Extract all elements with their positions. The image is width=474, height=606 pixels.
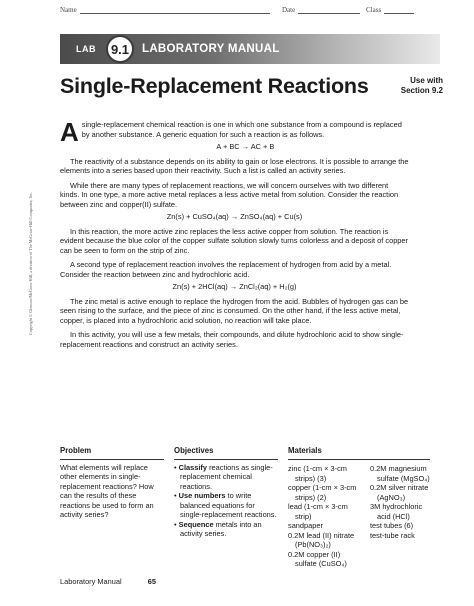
student-info-line: [60, 6, 414, 20]
material-item: sandpaper: [288, 521, 323, 530]
problem-column: [60, 446, 164, 520]
date-label: Date: [282, 6, 296, 14]
material-item: test-tube rack: [370, 530, 415, 540]
lab-manual-label: LABORATORY MANUAL: [142, 43, 280, 55]
materials-column: [288, 446, 430, 568]
problem-divider: [60, 459, 164, 460]
paragraph-second-type: A second type of replacement reaction involves the replacement of hydrogen from acid by a metal. Consider the reaction between zinc and hydrochloric acid.: [60, 260, 392, 279]
material-item: 0.2M silver nitrate (AgNO₃): [370, 483, 429, 502]
objectives-heading: Objectives: [174, 446, 214, 455]
paragraph-zinc-copper: In this reaction, the more active zinc replaces the less active copper from solution. The reaction is evident because the blue color of the copper sulfate solution slowly turns colorless and a deposit of copper can be seen to form on the strip of zinc.: [60, 226, 408, 255]
page-title: Single-Replacement Reactions: [60, 74, 369, 98]
material-item: test tubes (6): [370, 521, 414, 530]
objective-item: • Use numbers to write balanced equations for single-replacement reactions.: [174, 491, 277, 519]
footer-label: Laboratory Manual: [60, 577, 122, 586]
copyright-notice: Copyright © Glencoe/McGraw-Hill, a division of The McGraw-Hill Companies, Inc.: [28, 192, 33, 335]
use-with-line1: Use with: [410, 76, 443, 85]
use-with-line2: Section 9.2: [400, 86, 443, 95]
materials-heading: Materials: [288, 446, 322, 455]
material-item: 0.2M copper (II) sulfate (CuSO₄): [288, 549, 347, 568]
zinc-hcl-equation: Zn(s) + 2HCl(aq) → ZnCl₂(aq) + H₂(g): [172, 282, 297, 291]
paragraph-zinc-hcl: The zinc metal is active enough to replace the hydrogen from the acid. Bubbles of hydrogen gas can be seen rising to the surface, and the piece of zinc is consumed. On the other hand, if the less active metal, copper, is placed into a hydrochloric acid solution, no reaction will take place.: [60, 296, 409, 325]
lab-banner: [60, 34, 440, 64]
material-item: 0.2M magnesium sulfate (MgSO₄): [370, 464, 430, 483]
page-number: 65: [147, 577, 156, 586]
objective-item: • Sequence metals into an activity series.: [174, 519, 262, 538]
generic-equation: A + BC → AC + B: [216, 142, 275, 151]
paragraph-reactivity: The reactivity of a substance depends on its ability to gain or lose electrons. It is possible to arrange the elements into a series based upon their reactivity. Such a list is called an activity series.: [60, 156, 409, 175]
materials-list-2: [370, 464, 436, 540]
problem-text: What elements will replace other elements in single-replacement reactions? How can the results of these reactions be used to form an activity series?: [60, 462, 154, 519]
material-item: 0.2M lead (II) nitrate (Pb(NO₃)₂): [288, 530, 355, 549]
intro-body: [60, 117, 409, 354]
materials-divider: [288, 459, 430, 460]
intro-text: single-replacement chemical reaction is one in which one substance from a compound is replaced by another substance. A generic equation for such a reaction is as follows.: [81, 120, 402, 139]
problem-heading: Problem: [60, 446, 92, 455]
class-label: Class: [366, 6, 382, 14]
name-label: Name: [60, 6, 77, 14]
material-item: lead (1-cm × 3-cm strip): [288, 502, 348, 521]
material-item: 3M hydrochloric acid (HCl): [370, 502, 423, 521]
objectives-column: [174, 446, 278, 539]
paragraph-activity: In this activity, you will use a few metals, their compounds, and dilute hydrochloric acid to show single-replacement reactions and construct an activity series.: [60, 330, 404, 349]
objectives-divider: [174, 459, 278, 460]
zinc-copper-equation: Zn(s) + CuSO₄(aq) → ZnSO₄(aq) + Cu(s): [166, 212, 303, 221]
materials-list-1: [288, 464, 360, 569]
date-field-line[interactable]: [298, 13, 360, 14]
lab-number-badge: 9.1: [106, 35, 134, 63]
class-field-line[interactable]: [384, 13, 414, 14]
name-field-line[interactable]: [80, 13, 270, 14]
use-with-note: [401, 76, 443, 96]
objective-item: • Classify reactions as single-replacement chemical reactions.: [174, 462, 273, 491]
lab-label: LAB: [76, 44, 96, 54]
drop-cap: A: [60, 117, 79, 147]
material-item: zinc (1-cm × 3-cm strips) (3): [288, 464, 347, 483]
material-item: copper (1-cm × 3-cm strips) (2): [288, 483, 357, 502]
paragraph-types: While there are many types of replacement reactions, we will concern ourselves with two different kinds. In one type, a more active metal replaces a less active metal from solution. Consider the reaction between zinc and copper(II) sulfate.: [60, 180, 399, 209]
page-footer: [60, 577, 156, 586]
